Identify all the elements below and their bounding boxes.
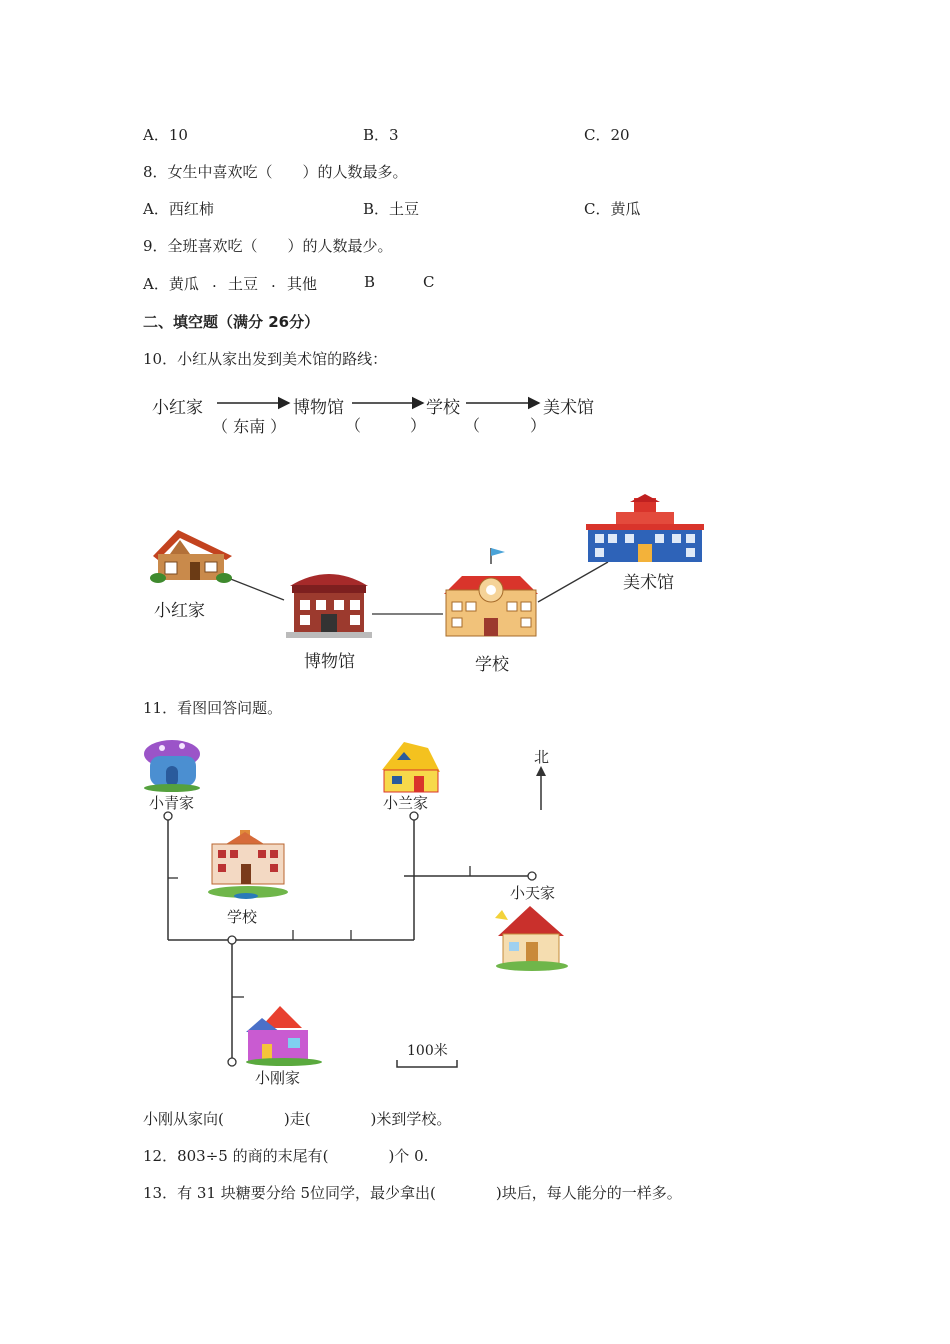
route-node-school: 学校 <box>426 398 460 418</box>
school-icon <box>444 548 538 636</box>
museum-icon <box>286 574 372 638</box>
q9-dot-2: . <box>271 273 276 291</box>
label-scale: 100米 <box>407 1043 448 1059</box>
q8-option-b: B．土豆 <box>363 200 420 218</box>
map-label-school: 学校 <box>475 655 509 675</box>
cottage-icon <box>495 906 568 971</box>
route-paren-2-left: （ <box>345 416 362 435</box>
q9-dot-1: . <box>212 273 217 291</box>
colorful-house-icon <box>246 1006 322 1066</box>
q9-option-b-letter: B <box>364 273 376 291</box>
label-xiaoqing-home: 小青家 <box>149 794 195 812</box>
section-2-title: 二、填空题（满分 26分） <box>143 313 320 331</box>
label-school: 学校 <box>227 908 258 926</box>
map-label-museum: 博物馆 <box>304 652 355 672</box>
q8-option-c: C．黄瓜 <box>584 200 641 218</box>
route-paren-2-right: ） <box>410 416 427 435</box>
q8-option-a: A．西红柿 <box>143 200 214 218</box>
route-paren-3-right: ） <box>530 416 547 435</box>
house-icon <box>150 530 232 583</box>
label-north: 北 <box>534 748 550 766</box>
map-label-home: 小红家 <box>154 601 205 621</box>
route-node-art-museum: 美术馆 <box>543 398 594 418</box>
route-paren-3-left: （ <box>464 416 481 435</box>
mushroom-house-icon <box>144 740 200 792</box>
q7-option-a: A．10 <box>143 126 188 144</box>
map-label-art-museum: 美术馆 <box>623 573 674 593</box>
q10-stem: 10．小红从家出发到美术馆的路线： <box>143 350 388 368</box>
school-icon <box>208 830 288 899</box>
scale-bar <box>397 1060 457 1067</box>
yellow-house-icon <box>382 742 440 792</box>
q9-option-c-text: 其他 <box>287 275 318 293</box>
q9-option-b-text: 土豆 <box>228 275 259 293</box>
q9-stem: 9．全班喜欢吃（ ）的人数最少。 <box>143 237 393 255</box>
q7-option-c: C．20 <box>584 126 630 144</box>
q11-answer: 小刚从家向( )走( )米到学校。 <box>143 1110 452 1128</box>
q12-text: 12．803÷5 的商的末尾有( )个 0. <box>143 1147 429 1165</box>
q11-map <box>0 730 950 1100</box>
route-node-home: 小红家 <box>152 398 203 418</box>
q13-text: 13．有 31 块糖要分给 5位同学，最少拿出( )块后，每人能分的一样多。 <box>143 1184 682 1202</box>
q8-stem: 8．女生中喜欢吃（ ）的人数最多。 <box>143 163 408 181</box>
label-xiaolan-home: 小兰家 <box>383 794 429 812</box>
q11-stem: 11．看图回答问题。 <box>143 699 283 717</box>
q9-option-c-letter: C <box>423 273 435 291</box>
q7-option-b: B．3 <box>363 126 399 144</box>
route-direction-1: （ 东南 ） <box>212 417 287 436</box>
label-xiaogang-home: 小刚家 <box>255 1069 301 1087</box>
q9-option-a: A．黄瓜 <box>143 275 199 293</box>
art-museum-icon <box>586 494 704 562</box>
route-node-museum: 博物馆 <box>293 398 344 418</box>
label-xiaotian-home: 小天家 <box>510 884 556 902</box>
